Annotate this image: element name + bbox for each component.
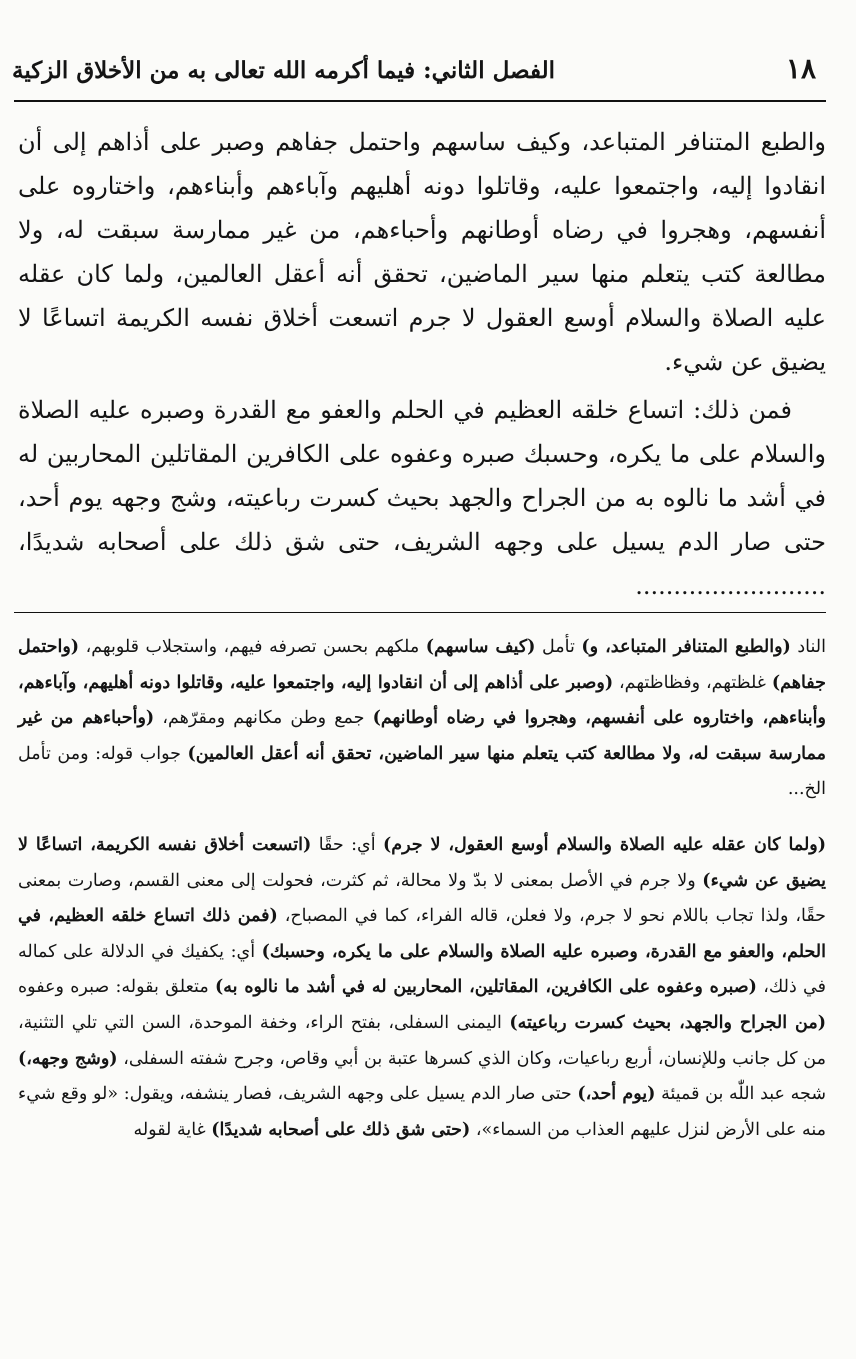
chapter-title: الفصل الثاني: فيما أكرمه الله تعالى به من الأخلاق الزكية	[12, 57, 555, 84]
quoted-matn-text: (وشج وجهه،)	[18, 1048, 118, 1069]
quoted-matn-text: (صبره وعفوه على الكافرين، المقاتلين، المحاربين له في أشد ما نالوه به)	[215, 977, 757, 998]
quoted-matn-text: (وصبر على أذاهم إلى أن انقادوا إليه، واجتمعوا عليه، وقاتلوا دونه أهليهم، وآباءهم، وأبناءهم، واختاروه على أنفسهم، وهجروا في رضاه أوطانهم)	[18, 672, 826, 729]
commentary-paragraph	[18, 828, 826, 1148]
main-paragraph	[18, 388, 826, 608]
commentary-text: غاية لقوله	[133, 1119, 212, 1140]
commentary-text: اليمنى السفلى، بفتح الراء، وخفة الموحدة، السن التي تلي التثنية، من كل جانب وللإنسان، أربع رباعيات، وكان الذي كسرها عتبة بن أبي وقاص، وجرح شفته السفلى،	[18, 1012, 826, 1069]
quoted-matn-text: (واحتمل جفاهم)	[18, 637, 826, 693]
commentary-text: حتى صار الدم يسيل على وجهه الشريف، فصار ينشفه، ويقول: «لو وقع شيء منه على الأرض لنزل عليهم العذاب من السماء»،	[18, 1084, 826, 1140]
commentary-text: أي: حقًا	[311, 834, 383, 855]
page-number: ١٨	[785, 52, 816, 85]
commentary-text: تأمل	[535, 637, 582, 657]
main-paragraph-text: فمن ذلك: اتساع خلقه العظيم في الحلم والعفو مع القدرة وصبره عليه الصلاة والسلام على ما يكره، وحسبك صبره وعفوه على الكافرين المقاتلين المحاربين له في أشد ما نالوه به من الجراح والجهد بحيث كسرت رباعيته، وشج وجهه يوم أحد، حتى صار الدم يسيل على وجهه الشريف، حتى شق ذلك على أصحابه شديدًا،	[18, 396, 826, 556]
commentary-text: الناد	[790, 637, 826, 657]
commentary-text: شجه عبد اللّٰه بن قميئة	[655, 1084, 826, 1105]
quoted-matn-text: (من الجراح والجهد، بحيث كسرت رباعيته)	[509, 1012, 827, 1033]
quoted-matn-text: (يوم أحد،)	[577, 1084, 656, 1105]
commentary-text: ملكهم بحسن تصرفه فيهم، واستجلاب قلوبهم،	[79, 637, 426, 657]
page-header	[0, 0, 856, 108]
commentary-text: جواب قوله: ومن تأمل الخ...	[18, 743, 826, 800]
commentary-text: ولا جرم في الأصل بمعنى لا بدّ ولا محالة، ثم كثرت، فحولت إلى معنى القسم، وصارت بمعنى حقًا، ولذا تجاب باللام نحو لا جرم، ولا فعلن، قاله الفراء، كما في المصباح،	[18, 870, 826, 927]
quoted-matn-text: (فمن ذلك اتساع خلقه العظيم، في الحلم، والعفو مع القدرة، وصبره عليه الصلاة والسلام على ما يكره، وحسبك)	[18, 906, 826, 962]
quoted-matn-text: (وأحباءهم من غير ممارسة سبقت له، ولا مطالعة كتب يتعلم منها سير الماضين، تحقق أنه أعقل العالمين)	[18, 708, 826, 764]
quoted-matn-text: (حتى شق ذلك على أصحابه شديدًا)	[211, 1119, 471, 1140]
quoted-matn-text: (والطبع المتنافر المتباعد، و)	[581, 637, 791, 657]
commentary-text: أي: يكفيك في الدلالة على كماله في ذلك،	[18, 941, 827, 998]
quoted-matn-text: (ولما كان عقله عليه الصلاة والسلام أوسع العقول، لا جرم)	[382, 834, 827, 855]
continuation-dots: .........................	[635, 572, 826, 600]
commentary-text: متعلق بقوله: صبره وعفوه	[18, 977, 216, 998]
main-text	[18, 120, 826, 608]
commentary-text: غلظتهم، وفظاظتهم،	[613, 672, 772, 693]
quoted-matn-text: (اتسعت أخلاق نفسه الكريمة، اتساعًا لا يضيق عن شيء)	[18, 834, 826, 891]
commentary-paragraph	[18, 630, 826, 808]
main-paragraph: والطبع المتنافر المتباعد، وكيف ساسهم واحتمل جفاهم وصبر على أذاهم إلى أن انقادوا إليه، واجتمعوا عليه، وقاتلوا دونه أهليهم وآباءهم وأبناءهم، واختاروه على أنفسهم، وهجروا في رضاه أوطانهم وأحباءهم، من غير ممارسة سبقت له، ولا مطالعة كتب يتعلم منها سير الماضين، تحقق أنه أعقل العالمين، ولما كان عقله عليه الصلاة والسلام أوسع العقول لا جرم اتسعت أخلاق نفسه الكريمة اتساعًا لا يضيق عن شيء.	[18, 128, 827, 376]
quoted-matn-text: (كيف ساسهم)	[425, 637, 536, 657]
header-divider	[14, 100, 826, 102]
commentary-section	[18, 630, 826, 1148]
footnote-divider	[14, 612, 826, 613]
commentary-text: جمع وطن مكانهم ومقرّهم،	[154, 708, 373, 729]
